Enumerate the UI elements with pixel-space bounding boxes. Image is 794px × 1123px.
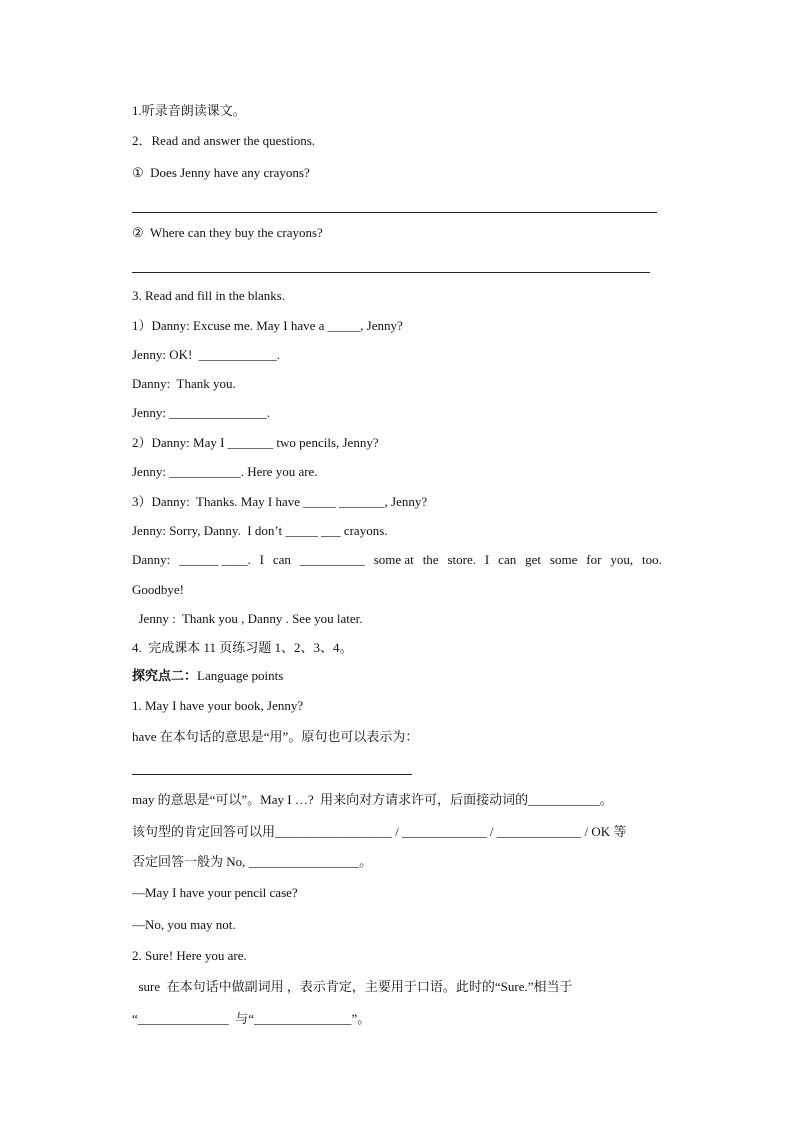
word: I (484, 552, 490, 567)
task-3-heading: 3. Read and fill in the blanks. (132, 288, 286, 303)
answer-line-2 (132, 272, 650, 273)
word: store. (447, 552, 477, 567)
dialogue-1-jenny-reply: Jenny: _______________. (132, 405, 270, 420)
task-2-heading: 2．Read and answer the questions. (132, 133, 316, 148)
dialogue-1-danny: 1）Danny: Excuse me. May I have a _____, Jenny? (132, 318, 403, 333)
word: I (259, 552, 264, 567)
word: can (272, 552, 291, 567)
task-4-textbook-exercise: 4. 完成课本 11 页练习题 1、2、3、4。 (132, 640, 353, 655)
word: some at (373, 552, 414, 567)
word: get (525, 552, 542, 567)
negative-answer-form: 否定回答一般为 No, _________________。 (132, 854, 373, 869)
goodbye-line: Goodbye! (132, 582, 184, 597)
word: the (422, 552, 439, 567)
word: you, (610, 552, 634, 567)
point-1-sentence: 1. May I have your book, Jenny? (132, 698, 304, 713)
word: for (586, 552, 602, 567)
word: can (498, 552, 517, 567)
dialogue-2-danny: 2）Danny: May I _______ two pencils, Jenny? (132, 435, 379, 450)
dialogue-2-jenny: Jenny: ___________. Here you are. (132, 464, 318, 479)
word: too. (642, 552, 662, 567)
question-1: ① Does Jenny have any crayons? (132, 165, 310, 180)
dialogue-3-danny-reply (132, 553, 662, 566)
example-question: —May I have your pencil case? (132, 885, 298, 900)
dialogue-1-danny-thanks: Danny: Thank you. (132, 376, 236, 391)
section-label: 探究点二： (132, 668, 198, 683)
task-1-listen-read: 1.听录音朗读课文。 (132, 103, 246, 118)
dialogue-3-danny: 3）Danny: Thanks. May I have _____ _______, Jenny? (132, 494, 428, 509)
point-1-explanation: have 在本句话的意思是“用”。原句也可以表示为： (132, 729, 419, 744)
word: some (549, 552, 578, 567)
blank: ______ ____. (179, 552, 251, 567)
sure-explanation: sure 在本句话中做副词用 ，表示肯定，主要用于口语。此时的“Sure.”相当于 (132, 979, 573, 994)
may-meaning: may 的意思是“可以”。May I …? 用来向对方请求许可，后面接动词的___________。 (132, 792, 613, 807)
answer-line-3 (132, 774, 412, 775)
section-heading-language-points (132, 669, 283, 682)
section-title: Language points (197, 668, 284, 683)
jenny-see-you-later: Jenny : Thank you , Danny . See you later. (132, 611, 363, 626)
dialogue-3-jenny: Jenny: Sorry, Danny. I don’t _____ ___ crayons. (132, 523, 388, 538)
sure-equivalents: “______________ 与“_______________”。 (132, 1011, 371, 1026)
example-answer: —No, you may not. (132, 917, 236, 932)
point-2-sentence: 2. Sure! Here you are. (132, 948, 247, 963)
positive-answer-forms: 该句型的肯定回答可以用__________________ / _____________ / _____________ / OK 等 (132, 824, 627, 839)
dialogue-1-jenny: Jenny: OK! ____________. (132, 347, 281, 362)
answer-line-1 (132, 212, 657, 213)
question-2: ② Where can they buy the crayons? (132, 225, 323, 240)
blank: __________ (299, 552, 365, 567)
word: Danny: (132, 552, 171, 567)
